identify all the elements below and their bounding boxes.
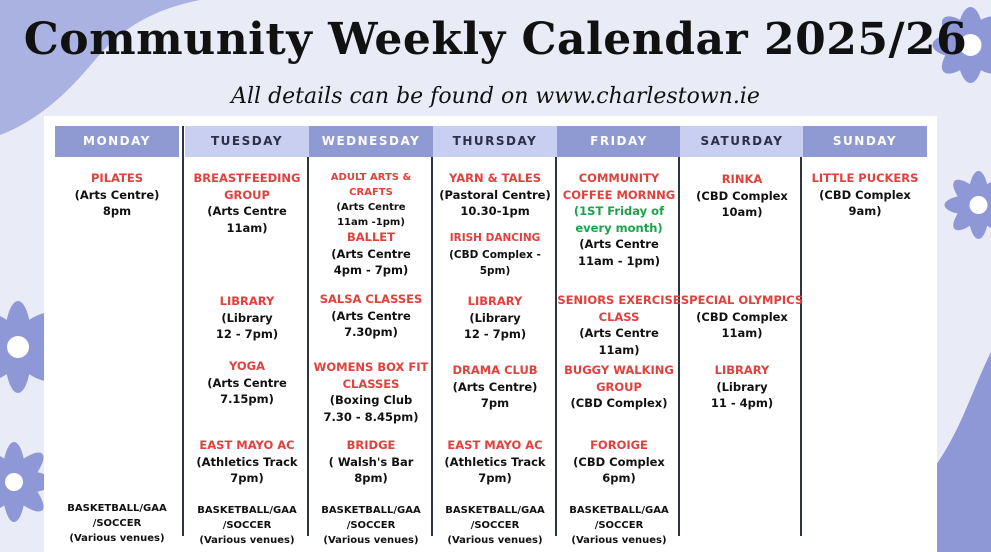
event-detail: (Various venues) bbox=[323, 535, 419, 546]
event-adult-arts bbox=[309, 170, 433, 230]
event-basketball bbox=[557, 503, 681, 548]
event-title: BASKETBALL/GAA /SOCCER bbox=[445, 505, 545, 531]
event-title: PILATES bbox=[90, 171, 144, 185]
event-detail: (Various venues) bbox=[69, 533, 165, 544]
event-title: BASKETBALL/GAA /SOCCER bbox=[321, 505, 421, 531]
event-detail: (Various venues) bbox=[199, 535, 295, 546]
event-detail: 7pm) bbox=[478, 471, 512, 485]
day-header: WEDNESDAY bbox=[309, 126, 433, 157]
event-title: WOMENS BOX FIT CLASSES bbox=[313, 360, 429, 391]
event-detail: (Arts Centre bbox=[207, 204, 287, 218]
event-detail: (Arts Centre bbox=[579, 237, 659, 251]
event-little-puckers bbox=[803, 170, 927, 220]
event-irish-dancing bbox=[433, 230, 557, 280]
event-detail: 7.30pm) bbox=[344, 325, 398, 339]
event-detail: 7pm) bbox=[230, 471, 264, 485]
day-column-friday bbox=[557, 126, 681, 546]
event-title: LIBRARY bbox=[467, 294, 523, 308]
event-title: FOROIGE bbox=[590, 438, 648, 452]
flower-icon bbox=[930, 150, 991, 260]
event-detail: 11am - 1pm) bbox=[578, 253, 660, 268]
day-column-saturday bbox=[680, 126, 804, 410]
event-detail: 11am -1pm) bbox=[337, 217, 405, 228]
column-divider bbox=[182, 126, 184, 536]
event-foroige bbox=[557, 437, 681, 487]
event-detail: 11am) bbox=[721, 326, 763, 340]
event-title: BASKETBALL/GAA /SOCCER bbox=[569, 505, 669, 531]
event-title: SENIORS EXERCISE CLASS bbox=[557, 293, 681, 324]
event-detail: (Library bbox=[469, 310, 521, 325]
event-title: BASKETBALL/GAA /SOCCER bbox=[67, 503, 167, 529]
event-title: RINKA bbox=[721, 172, 763, 186]
event-detail: 11 - 4pm) bbox=[710, 396, 774, 410]
day-header: THURSDAY bbox=[433, 126, 557, 157]
event-title: LIBRARY bbox=[714, 363, 770, 377]
event-detail: 7pm bbox=[480, 396, 510, 410]
event-detail: (Arts Centre bbox=[331, 308, 411, 323]
event-detail: (Arts Centre 11am) bbox=[579, 326, 659, 357]
event-detail: (Library bbox=[716, 379, 768, 394]
day-column-thursday bbox=[433, 126, 557, 546]
event-detail: (Various venues) bbox=[571, 535, 667, 546]
event-detail: (Boxing Club bbox=[329, 393, 413, 407]
event-detail: (CBD Complex bbox=[819, 187, 911, 202]
event-title: LIBRARY bbox=[219, 294, 275, 308]
event-detail: 6pm) bbox=[602, 471, 636, 485]
event-special-olympics bbox=[680, 292, 804, 342]
event-title: EAST MAYO AC bbox=[447, 438, 543, 452]
event-seniors-exercise bbox=[557, 292, 681, 358]
event-yarn-tales bbox=[433, 170, 557, 220]
event-title: SPECIAL OLYMPICS bbox=[680, 293, 804, 307]
event-womens-box-fit bbox=[309, 359, 433, 425]
event-detail: (Arts Centre) bbox=[74, 187, 160, 202]
event-detail: (Arts Centre bbox=[336, 202, 406, 213]
event-detail: 11am) bbox=[226, 220, 268, 235]
event-basketball bbox=[433, 503, 557, 548]
event-title: BALLET bbox=[346, 230, 396, 244]
day-header: TUESDAY bbox=[185, 126, 309, 157]
event-detail: 10.30-1pm bbox=[460, 204, 530, 218]
event-title: BASKETBALL/GAA /SOCCER bbox=[197, 505, 297, 531]
event-title: BREASTFEEDING GROUP bbox=[193, 171, 301, 202]
event-basketball bbox=[55, 501, 179, 546]
event-note: (1ST Friday of every month) bbox=[573, 204, 665, 235]
event-title: DRAMA CLUB bbox=[452, 363, 538, 377]
event-detail: (CBD Complex - 5pm) bbox=[449, 248, 541, 277]
event-yoga bbox=[185, 358, 309, 408]
event-title: SALSA CLASSES bbox=[319, 292, 423, 306]
event-buggy-walking bbox=[557, 362, 681, 412]
day-header: MONDAY bbox=[55, 126, 179, 157]
day-header: SATURDAY bbox=[680, 126, 804, 157]
event-detail: 8pm bbox=[102, 204, 132, 218]
event-rinka bbox=[680, 171, 804, 221]
event-title: BRIDGE bbox=[346, 438, 396, 452]
event-detail: 12 - 7pm) bbox=[215, 327, 279, 341]
event-east-mayo-ac bbox=[433, 437, 557, 487]
page-title: Community Weekly Calendar 2025/26 bbox=[23, 14, 968, 65]
event-detail: (Pastoral Centre) bbox=[439, 187, 551, 202]
event-ballet bbox=[309, 229, 433, 279]
day-header: SUNDAY bbox=[803, 126, 927, 157]
event-title: EAST MAYO AC bbox=[199, 438, 295, 452]
event-title: YARN & TALES bbox=[449, 171, 541, 185]
event-title: COMMUNITY COFFEE MORNNG bbox=[562, 171, 676, 202]
event-detail: ( Walsh's Bar bbox=[328, 454, 414, 469]
event-detail: (CBD Complex bbox=[573, 454, 665, 469]
event-detail: 9am) bbox=[848, 204, 882, 218]
event-detail: (Athletics Track bbox=[444, 454, 546, 469]
event-detail: (Arts Centre bbox=[331, 246, 411, 261]
event-pilates bbox=[55, 170, 179, 220]
event-detail: (Library bbox=[221, 310, 273, 325]
event-detail: (CBD Complex bbox=[696, 188, 788, 203]
event-salsa bbox=[309, 291, 433, 341]
event-detail: (Athletics Track bbox=[196, 454, 298, 469]
event-title: IRISH DANCING bbox=[449, 232, 541, 244]
day-column-sunday bbox=[803, 126, 927, 218]
day-column-wednesday bbox=[309, 126, 433, 546]
page-subtitle: All details can be found on www.charlestown.ie bbox=[231, 84, 760, 109]
event-detail: (Arts Centre bbox=[207, 375, 287, 390]
event-detail: 8pm) bbox=[354, 471, 388, 485]
event-detail: 4pm - 7pm) bbox=[333, 263, 409, 277]
event-detail: (CBD Complex bbox=[696, 309, 788, 324]
event-title: LITTLE PUCKERS bbox=[811, 171, 919, 185]
event-basketball bbox=[309, 503, 433, 548]
event-detail: (Arts Centre) bbox=[452, 379, 538, 394]
event-library bbox=[680, 362, 804, 412]
event-detail: 7.15pm) bbox=[220, 392, 274, 406]
event-library bbox=[185, 293, 309, 343]
day-column-monday bbox=[55, 126, 179, 544]
event-coffee-morning bbox=[557, 170, 681, 269]
event-basketball bbox=[185, 503, 309, 548]
event-bridge bbox=[309, 437, 433, 487]
day-column-tuesday bbox=[185, 126, 309, 546]
event-title: YOGA bbox=[228, 359, 266, 373]
event-east-mayo-ac bbox=[185, 437, 309, 487]
event-detail: (CBD Complex) bbox=[570, 396, 668, 410]
event-detail: 12 - 7pm) bbox=[463, 327, 527, 341]
day-header: FRIDAY bbox=[557, 126, 681, 157]
event-title: ADULT ARTS & CRAFTS bbox=[330, 172, 412, 198]
event-detail: (Various venues) bbox=[447, 535, 543, 546]
event-detail: 7.30 - 8.45pm) bbox=[323, 409, 419, 424]
event-title: BUGGY WALKING GROUP bbox=[564, 363, 674, 394]
event-breastfeeding bbox=[185, 170, 309, 236]
event-drama-club bbox=[433, 362, 557, 412]
event-library bbox=[433, 293, 557, 343]
event-detail: 10am) bbox=[721, 205, 763, 219]
